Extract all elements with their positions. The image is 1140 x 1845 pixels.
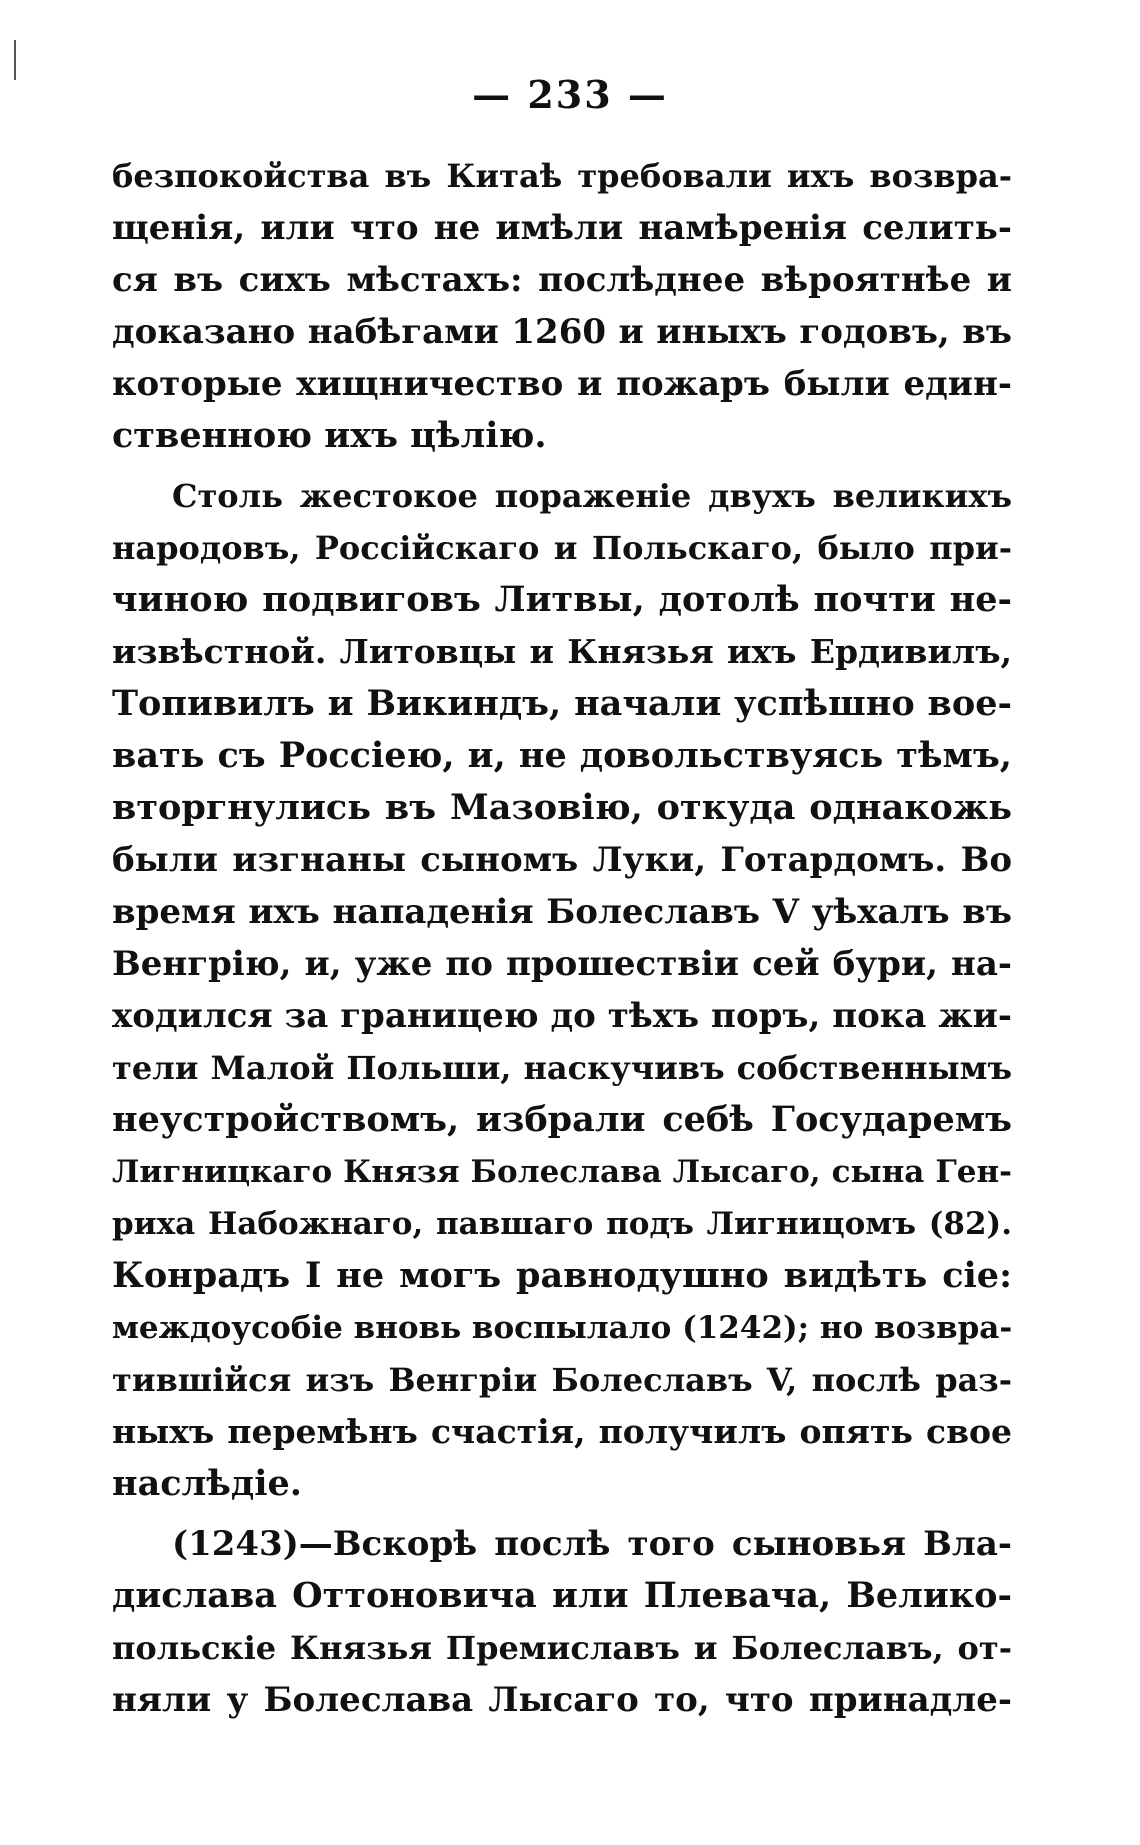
text-line: доказано набѣгами 1260 и иныхъ годовъ, въ [112, 312, 1012, 352]
text-line: были изгнаны сыномъ Луки, Готардомъ. Во [112, 840, 1012, 880]
text-line: ныхъ перемѣнъ счастія, получилъ опять свое [112, 1412, 1012, 1451]
text-line: чиною подвиговъ Литвы, дотолѣ почти не- [112, 579, 1012, 620]
text-line: Топивилъ и Викиндъ, начали успѣшно вое- [112, 683, 1012, 724]
text-line: Лигницкаго Князя Болеслава Лысаго, сына Ген- [112, 1154, 1012, 1190]
paragraph-1 [112, 150, 1012, 462]
text-line: польскіе Князья Премиславъ и Болеславъ, от- [112, 1629, 1012, 1667]
text-line: вать съ Россіею, и, не довольствуясь тѣмъ, [112, 735, 1012, 776]
paragraph-2 [112, 470, 1012, 1510]
text-line: щенія, или что не имѣли намѣренія селить- [112, 208, 1012, 248]
text-line: дислава Оттоновича или Плевача, Велико- [112, 1575, 1012, 1616]
text-line: ся въ сихъ мѣстахъ: послѣднее вѣроятнѣе и [112, 260, 1012, 300]
paragraph-3 [112, 1518, 1012, 1726]
text-line: Венгрію, и, уже по прошествіи сей бури, на- [112, 944, 1012, 984]
text-line: народовъ, Россійскаго и Польскаго, было при- [112, 529, 1012, 567]
text-line: Столь жестокое пораженіе двухъ великихъ [172, 477, 1012, 515]
text-line: извѣстной. Литовцы и Князья ихъ Ердивилъ, [112, 632, 1012, 671]
text-line: междоусобіе вновь воспылало (1242); но возвра- [112, 1310, 1013, 1346]
text-line: время ихъ нападенія Болеславъ V уѣхалъ въ [112, 892, 1012, 932]
text-line: Конрадъ I не могъ равнодушно видѣть сіе: [112, 1255, 1012, 1296]
text-line: ходился за границею до тѣхъ поръ, пока жи- [112, 996, 1012, 1036]
text-line: риха Набожнаго, павшаго подъ Лигницомъ (82). [112, 1206, 1012, 1242]
text-line: (1243)—Вскорѣ послѣ того сыновья Вла- [172, 1524, 1012, 1564]
text-line: которые хищничество и пожаръ были един- [112, 364, 1012, 404]
body-text [112, 150, 1012, 1734]
text-line: тели Малой Польши, наскучивъ собственнымъ [112, 1049, 1012, 1087]
text-line: безпокойства въ Китаѣ требовали ихъ возвра- [112, 157, 1012, 195]
page-number: — 233 — [472, 72, 668, 117]
text-line: няли у Болеслава Лысаго то, что принадле- [112, 1680, 1012, 1720]
text-line: наслѣдіе. [112, 1463, 302, 1504]
text-line: вторгнулись въ Мазовію, откуда однакожь [112, 787, 1012, 828]
text-line: неустройствомъ, избрали себѣ Государемъ [112, 1099, 1012, 1140]
text-line: тившійся изъ Венгріи Болеславъ V, послѣ раз- [112, 1361, 1012, 1399]
text-line: ственною ихъ цѣлію. [112, 415, 547, 456]
